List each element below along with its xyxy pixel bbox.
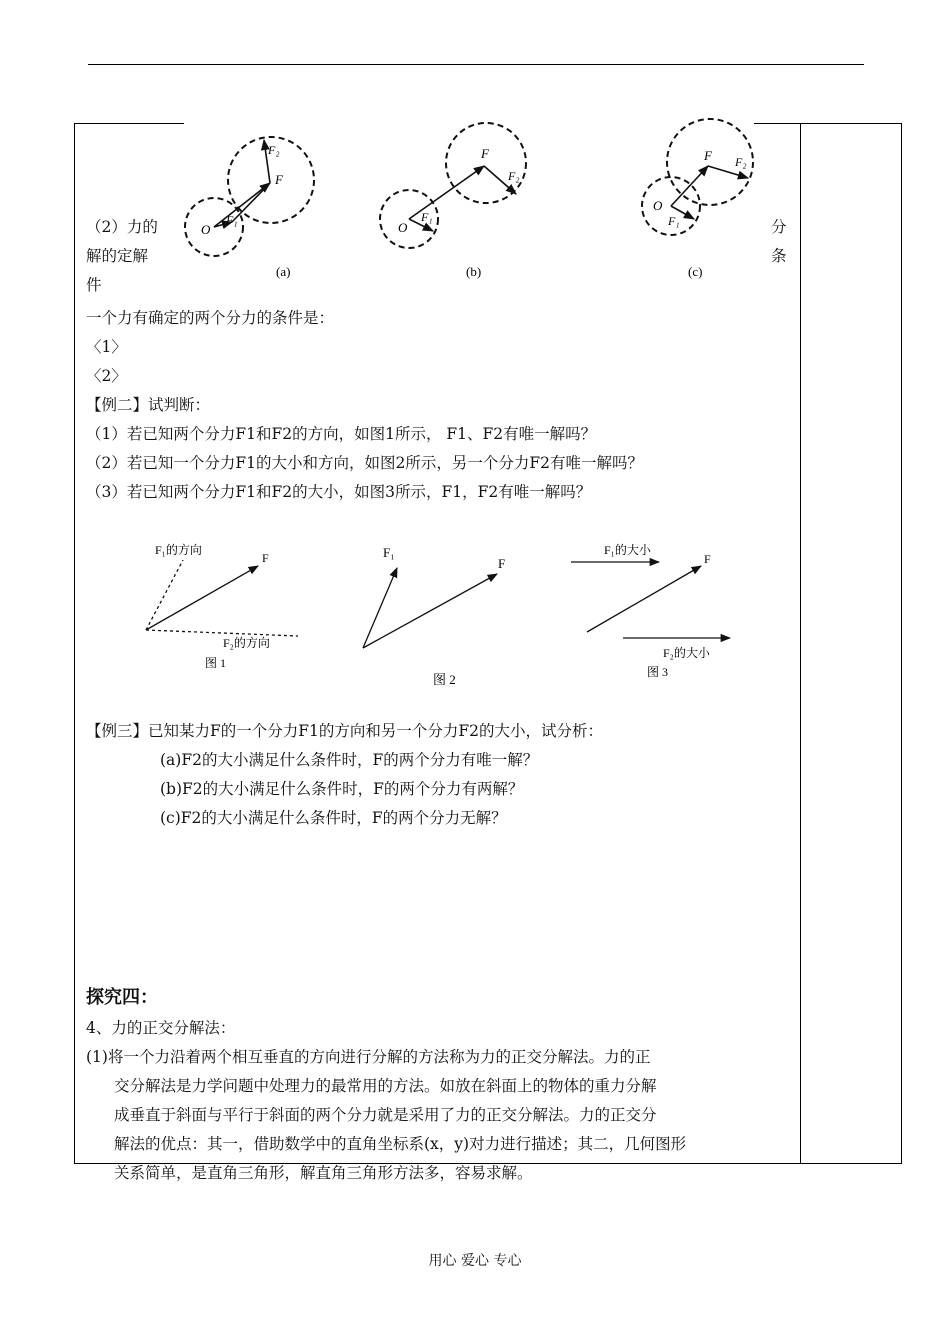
fig1-caption: 图 1 — [205, 656, 227, 670]
section2-label-right1: 分 — [771, 218, 787, 236]
diagram-b-label-F: F — [481, 146, 489, 161]
example2-q1: （1）若已知两个分力F1和F2的方向，如图1所示， F1、F2有唯一解吗？ — [86, 425, 597, 443]
diagram-c — [642, 119, 753, 235]
fig3-f1-size: F₁的大小 — [604, 543, 651, 557]
example2-title: 【例二】试判断： — [86, 396, 211, 414]
fig3-caption: 图 3 — [647, 665, 669, 679]
fig1-f2-direction-label: F₂的方向 — [223, 636, 270, 650]
fig3-f2-size: F₂的大小 — [663, 646, 710, 660]
diagram-a-label-F: F — [275, 172, 283, 187]
explore4-para-line5: 关系简单，是直角三角形，解直角三角形方法多，容易求解。 — [114, 1164, 533, 1182]
explore4-para-line3: 成垂直于斜面与平行于斜面的两个分力就是采用了力的正交分解法。力的正交分 — [114, 1106, 657, 1124]
fig2-caption: 图 2 — [433, 672, 456, 687]
figure-3 — [571, 562, 730, 638]
section2-label-line2: 解的定解 — [86, 247, 149, 265]
explore4-para-line1: (1)将一个力沿着两个相互垂直的方向进行分解的方法称为力的正交分解法。力的正 — [86, 1048, 651, 1066]
example2-q2: （2）若已知一个分力F1的大小和方向，如图2所示，另一个分力F2有唯一解吗？ — [86, 454, 643, 472]
section2-label-line1: （2）力的 — [86, 218, 158, 236]
page-footer: 用心 爱心 专心 — [428, 1253, 522, 1269]
fig1-f1-direction: F₁的方向 — [155, 543, 202, 557]
caption-b: (b) — [466, 264, 482, 279]
explore4-title: 探究四： — [86, 987, 158, 1008]
fig1-F: F — [262, 551, 269, 565]
diagram-c-label-F: F — [704, 148, 712, 163]
diagram-a-label-F2: F₂ — [268, 143, 280, 157]
example3-b: (b)F2的大小满足什么条件时，F的两个分力有两解？ — [160, 780, 524, 798]
figure-2 — [363, 568, 497, 648]
conditions-item-1: 〈1〉 — [86, 338, 127, 356]
diagram-b-label-F2: F₂ — [508, 169, 520, 183]
example3-a: (a)F2的大小满足什么条件时，F的两个分力有唯一解？ — [160, 751, 539, 769]
fig3-F: F — [704, 552, 711, 566]
caption-a: (a) — [276, 264, 291, 279]
diagram-a-label-F1: F₁ — [226, 213, 238, 227]
diagram-a — [185, 137, 314, 256]
example3-title: 【例三】已知某力F的一个分力F1的方向和另一个分力F2的大小，试分析： — [86, 722, 603, 740]
explore4-para-line2: 交分解法是力学问题中处理力的最常用的方法。如放在斜面上的物体的重力分解 — [114, 1077, 657, 1095]
example2-q3: （3）若已知两个分力F1和F2的大小，如图3所示，F1，F2有唯一解吗？ — [86, 483, 592, 501]
fig2-F: F — [498, 556, 506, 571]
diagram-c-label-O: O — [653, 198, 663, 213]
conditions-title: 一个力有确定的两个分力的条件是： — [86, 309, 335, 327]
explore4-subtitle: 4、力的正交分解法： — [86, 1019, 236, 1037]
conditions-item-2: 〈2〉 — [86, 367, 127, 385]
figure-1 — [146, 560, 298, 636]
diagram-c-label-F2: F₂ — [735, 155, 747, 169]
fig2-F1: F₁ — [383, 545, 395, 560]
section2-label-right2: 条 — [771, 247, 787, 265]
diagram-b-label-O: O — [398, 220, 408, 235]
diagram-a-label-O: O — [201, 222, 211, 237]
diagram-c-label-F1: F₁ — [668, 214, 680, 228]
section2-label-line3: 件 — [86, 276, 102, 294]
diagram-b-label-F1: F₁ — [421, 210, 433, 224]
explore4-para-line4: 解法的优点：其一，借助数学中的直角坐标系(x，y)对力进行描述；其二，几何图形 — [114, 1135, 687, 1153]
example3-c: (c)F2的大小满足什么条件时，F的两个分力无解？ — [160, 809, 507, 827]
vector-figures — [0, 530, 950, 690]
circle-diagrams — [0, 0, 950, 300]
caption-c: (c) — [688, 264, 703, 279]
